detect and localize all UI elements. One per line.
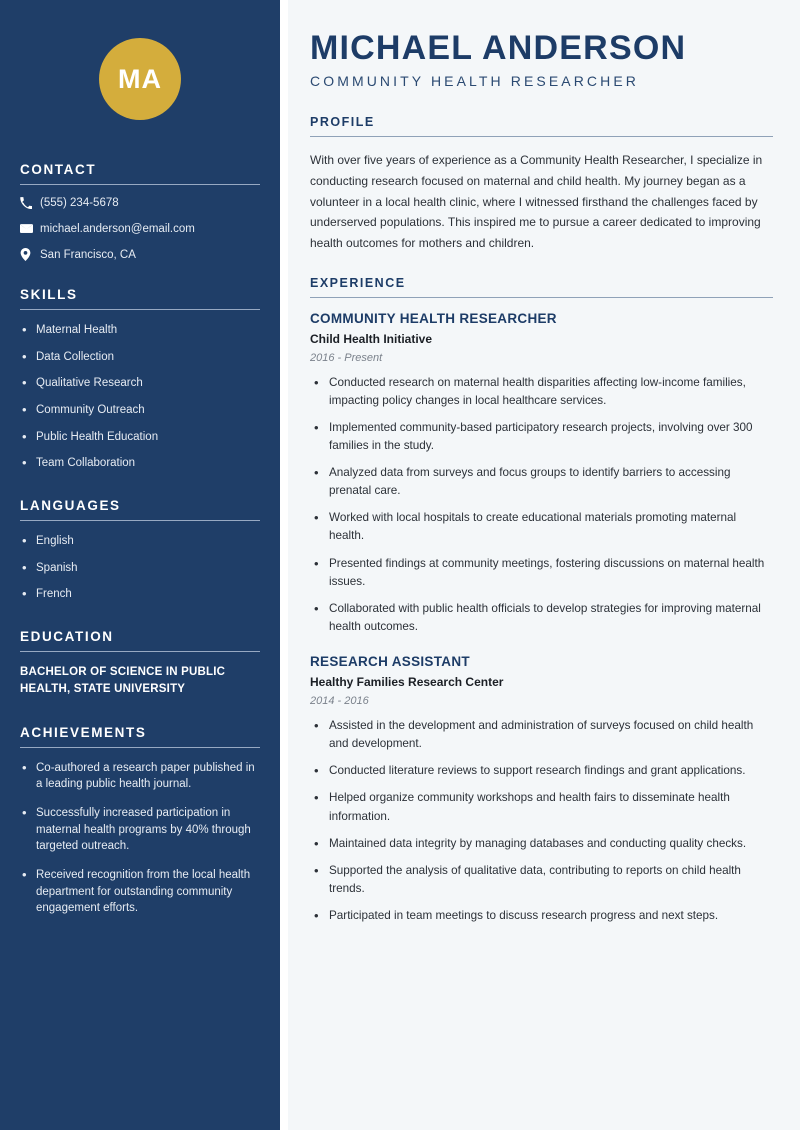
list-item: • Community Outreach <box>20 402 260 419</box>
list-item: • Presented findings at community meetings, fostering discussions on maternal health issues. <box>310 555 773 591</box>
skills-list <box>20 322 260 472</box>
contact-divider <box>20 184 260 185</box>
list-item: • Helped organize community workshops and health fairs to disseminate health information. <box>310 789 773 825</box>
map-pin-icon <box>20 248 40 261</box>
languages-list <box>20 533 260 603</box>
list-item: • Received recognition from the local health department for outstanding community engagement efforts. <box>20 867 260 917</box>
main-content <box>288 0 800 1130</box>
skills-divider <box>20 309 260 310</box>
experience-divider <box>310 297 773 298</box>
avatar: MA <box>99 38 181 120</box>
phone-icon <box>20 197 40 209</box>
languages-section <box>20 498 260 603</box>
achievements-list <box>20 760 260 917</box>
experience-entry <box>310 654 773 925</box>
contact-email-value: michael.anderson@email.com <box>40 222 195 235</box>
envelope-icon <box>20 222 40 235</box>
list-item: • Co-authored a research paper published in a leading public health journal. <box>20 760 260 793</box>
job-title: RESEARCH ASSISTANT <box>310 654 470 670</box>
list-item: • Spanish <box>20 560 260 577</box>
profile-section <box>310 115 773 253</box>
list-item: • Successfully increased participation in maternal health programs by 40% through targeted outreach. <box>20 805 260 855</box>
list-item: • Public Health Education <box>20 429 260 446</box>
list-item: • Data Collection <box>20 349 260 366</box>
job-dates: 2014 - 2016 <box>310 695 369 708</box>
education-section <box>20 629 260 699</box>
contact-heading: CONTACT <box>20 162 97 177</box>
list-item: • Supported the analysis of qualitative data, contributing to reports on child health trends. <box>310 862 773 898</box>
languages-heading: LANGUAGES <box>20 498 121 514</box>
achievements-heading: ACHIEVEMENTS <box>20 724 147 740</box>
achievements-divider <box>20 747 260 748</box>
job-company: Child Health Initiative <box>310 331 433 346</box>
contact-phone-value: (555) 234-5678 <box>40 197 119 209</box>
page-title: MICHAEL ANDERSON <box>310 29 687 67</box>
list-item: • Participated in team meetings to discuss research progress and next steps. <box>310 907 773 925</box>
list-item: • Conducted literature reviews to support research findings and grant applications. <box>310 762 773 780</box>
list-item: • French <box>20 586 260 603</box>
avatar-container <box>20 0 260 162</box>
experience-section <box>310 276 773 926</box>
education-divider <box>20 651 260 652</box>
profile-text: With over five years of experience as a Community Health Researcher, I specialize in conducting research focused on maternal and child health. My journey began as a volunteer in a local health clinic, where I witnessed firsthand the challenges faced by underserved populations. This inspired me to pursue a career dedicated to improving health outcomes for mothers and children. <box>310 153 763 250</box>
achievements-section <box>20 725 260 917</box>
list-item: • Team Collaboration <box>20 455 260 472</box>
list-item: • Analyzed data from surveys and focus groups to identify barriers to accessing prenatal care. <box>310 464 773 500</box>
job-bullets <box>310 717 773 925</box>
skills-section <box>20 287 260 472</box>
sidebar <box>0 0 280 1130</box>
list-item: • Conducted research on maternal health disparities affecting low-income families, impacting policy changes in local healthcare services. <box>310 374 773 410</box>
list-item: • Implemented community-based participatory research projects, involving over 300 families in the study. <box>310 419 773 455</box>
column-gap <box>280 0 288 1130</box>
skills-heading: SKILLS <box>20 287 78 302</box>
job-bullets <box>310 374 773 637</box>
contact-location[interactable] <box>20 248 260 261</box>
contact-email[interactable] <box>20 222 260 235</box>
list-item: • Qualitative Research <box>20 375 260 392</box>
job-title: COMMUNITY HEALTH RESEARCHER <box>310 310 557 326</box>
job-dates: 2016 - Present <box>310 351 383 364</box>
experience-heading: EXPERIENCE <box>310 275 406 290</box>
languages-divider <box>20 520 260 521</box>
contact-section <box>20 162 260 261</box>
profile-heading: PROFILE <box>310 115 375 130</box>
list-item: • Assisted in the development and administration of surveys focused on child health and development. <box>310 717 773 753</box>
list-item: • English <box>20 533 260 550</box>
list-item: • Maternal Health <box>20 322 260 339</box>
profile-divider <box>310 136 773 137</box>
list-item: • Collaborated with public health officials to develop strategies for improving maternal health outcomes. <box>310 600 773 636</box>
education-degree: BACHELOR OF SCIENCE IN PUBLIC HEALTH, STATE UNIVERSITY <box>20 666 226 696</box>
job-subtitle: COMMUNITY HEALTH RESEARCHER <box>310 73 639 90</box>
contact-location-value: San Francisco, CA <box>40 248 136 261</box>
list-item: • Maintained data integrity by managing databases and conducting quality checks. <box>310 835 773 853</box>
job-company: Healthy Families Research Center <box>310 675 504 690</box>
list-item: • Worked with local hospitals to create educational materials promoting maternal health. <box>310 509 773 545</box>
contact-phone[interactable] <box>20 197 260 209</box>
experience-entry <box>310 311 773 637</box>
education-heading: EDUCATION <box>20 629 114 645</box>
